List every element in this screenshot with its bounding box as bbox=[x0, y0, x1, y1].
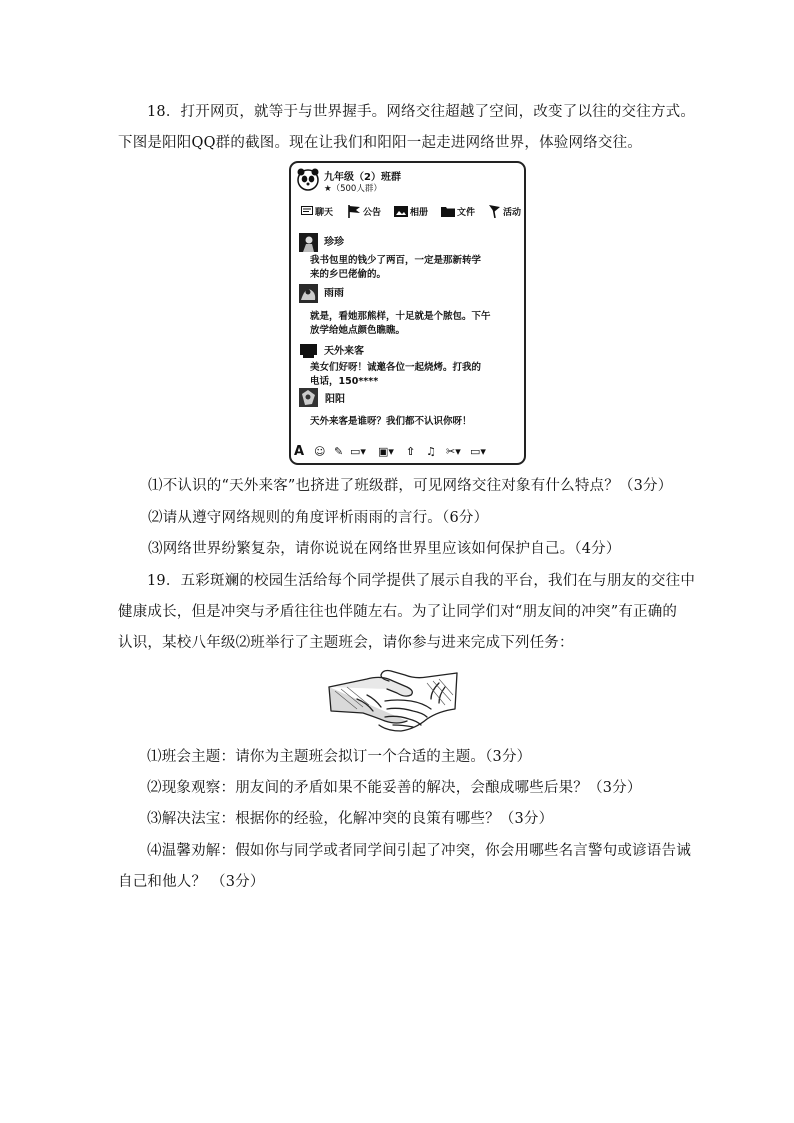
q18-sub3: ⑶网络世界纷繁复杂，请你说说在网络世界里应该如何保护自己。（4分） bbox=[148, 541, 621, 557]
music-icon[interactable]: ♫ bbox=[426, 445, 436, 458]
tab-notice[interactable] bbox=[347, 204, 381, 218]
tab-chat[interactable] bbox=[301, 204, 333, 218]
q18-sub1: ⑴不认识的“天外来客”也挤进了班级群，可见网络交往对象有什么特点？（3分） bbox=[148, 478, 673, 494]
q19-line2: 健康成长，但是冲突与矛盾往往也伴随左右。为了让同学们对“朋友间的冲突”有正确的 bbox=[118, 604, 678, 620]
handshake-image bbox=[327, 665, 459, 735]
username: 天外来客 bbox=[324, 346, 364, 357]
q19-sub3: ⑶解决法宝：根据你的经验，化解冲突的良策有哪些？（3分） bbox=[147, 811, 554, 827]
message-text: 美女们好呀！诚邀各位一起烧烤。打我的 电话，150**** bbox=[310, 362, 482, 387]
group-name: 九年级（2）班群 bbox=[324, 172, 401, 183]
username: 珍珍 bbox=[324, 237, 344, 248]
message-text: 我书包里的钱少了两百，一定是那新转学 来的乡巴佬偷的。 bbox=[310, 255, 482, 280]
q19-line3: 认识，某校八年级⑵班举行了主题班会，请你参与进来完成下列任务： bbox=[118, 635, 574, 651]
q19-sub4-line2: 自己和他人？ （3分） bbox=[118, 874, 265, 890]
image-icon[interactable]: ▣▾ bbox=[378, 445, 394, 458]
scissors-icon[interactable]: ✂▾ bbox=[446, 445, 461, 458]
username: 雨雨 bbox=[324, 288, 344, 299]
tab-notice-label: 公告 bbox=[363, 207, 382, 218]
user-avatar-icon bbox=[299, 233, 318, 252]
user-avatar-icon bbox=[299, 284, 318, 303]
q19-line1: 19．五彩斑斓的校园生活给每个同学提供了展示自我的平台，我们在与朋友的交往中 bbox=[147, 573, 696, 589]
tab-files-label: 文件 bbox=[457, 207, 476, 218]
more-icon[interactable]: ▭▾ bbox=[470, 445, 486, 458]
folder-icon bbox=[441, 206, 455, 217]
tab-album[interactable] bbox=[394, 204, 428, 218]
emoji-icon[interactable]: ☺ bbox=[314, 445, 326, 458]
photo-icon bbox=[394, 206, 408, 217]
flag-icon bbox=[347, 205, 361, 218]
tab-activity[interactable] bbox=[489, 204, 521, 218]
group-size: ★（500人群） bbox=[324, 184, 382, 194]
q19-sub4-line1: ⑷温馨劝解：假如你与同学或者同学间引起了冲突，你会用哪些名言警句或谚语告诫 bbox=[147, 843, 691, 859]
q18-sub2: ⑵请从遵守网络规则的角度评析雨雨的言行。（6分） bbox=[148, 510, 489, 526]
q19-sub2: ⑵现象观察：朋友间的矛盾如果不能妥善的解决，会酿成哪些后果？（3分） bbox=[147, 780, 642, 796]
chat-icon bbox=[301, 206, 313, 216]
qq-group-screenshot bbox=[289, 161, 526, 465]
chat-toolbar bbox=[294, 445, 522, 459]
tab-files[interactable] bbox=[441, 204, 475, 218]
user-avatar-icon bbox=[299, 388, 318, 407]
username: 阳阳 bbox=[325, 394, 345, 405]
upload-icon[interactable]: ⇧ bbox=[406, 445, 416, 458]
q19-sub1: ⑴班会主题：请你为主题班会拟订一个合适的主题。（3分） bbox=[147, 749, 532, 765]
group-avatar-icon bbox=[296, 167, 320, 191]
screenshot-icon[interactable]: ▭▾ bbox=[350, 445, 366, 458]
activity-flag-icon bbox=[489, 205, 501, 218]
user-avatar-icon bbox=[299, 340, 318, 359]
group-tabs bbox=[301, 204, 526, 218]
message-text: 就是，看她那熊样，十足就是个脓包。下午 放学给她点颜色瞧瞧。 bbox=[310, 311, 491, 336]
tab-chat-label: 聊天 bbox=[315, 207, 334, 218]
pen-icon[interactable]: ✎ bbox=[334, 445, 344, 458]
tab-activity-label: 活动 bbox=[503, 207, 522, 218]
tab-album-label: 相册 bbox=[410, 207, 429, 218]
q18-line1: 18．打开网页，就等于与世界握手。网络交往超越了空间，改变了以往的交往方式。 bbox=[147, 104, 696, 120]
font-icon[interactable]: A bbox=[294, 444, 305, 459]
message-text: 天外来客是谁呀？我们都不认识你呀！ bbox=[310, 416, 472, 427]
q18-line2: 下图是阳阳QQ群的截图。现在让我们和阳阳一起走进网络世界，体验网络交往。 bbox=[118, 135, 642, 151]
